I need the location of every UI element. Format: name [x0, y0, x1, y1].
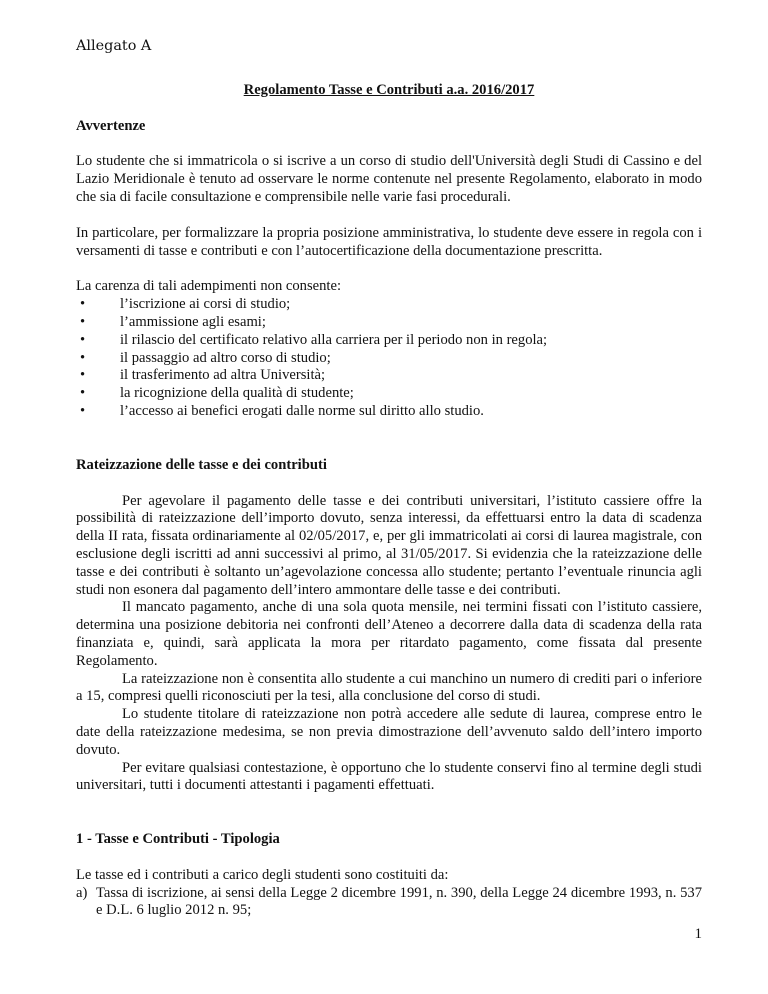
list-marker: a) — [76, 884, 88, 901]
list-item: • il passaggio ad altro corso di studio; — [80, 349, 331, 366]
tipologia-intro: Le tasse ed i contributi a carico degli studenti sono costituiti da: — [76, 866, 449, 883]
rateizzazione-paragraph-1: Per agevolare il pagamento delle tasse e dei contributi universitari, l’istituto cassiere offre la possibilità di rateizzazione dell’importo dovuto, senza interessi, da effettuarsi entro la data di scadenza della II rata, fissata ordinariamente al 02/05/2017, e, per gli immatricolati ai corsi di laurea magistrale, con esclusione degli iscritti ad anni successivi al primo, al 31/05/2017. Si evidenzia che la rateizzazione delle tasse e dei contributi è soltanto un’agevolazione concessa allo studente; pertanto l’eventuale rinuncia agli studi non esonera dal pagamento dell’intero ammontare delle tasse e dei contributi. — [76, 492, 702, 598]
rateizzazione-paragraph-4: Lo studente titolare di rateizzazione non potrà accedere alle sedute di laurea, comprese entro le date della rateizzazione medesima, se non previa dimostrazione dell’avvenuto saldo dell’intero importo dovuto. — [76, 706, 702, 758]
rateizzazione-heading: Rateizzazione delle tasse e dei contributi — [76, 456, 327, 473]
list-item: • l’ammissione agli esami; — [80, 313, 266, 330]
list-item: • il rilascio del certificato relativo alla carriera per il periodo non in regola; — [80, 331, 548, 348]
bullet-icon: • — [80, 402, 86, 419]
list-item: a) Tassa di iscrizione, ai sensi della Legge 2 dicembre 1991, n. 390, della Legge 24 dicembre 1993, n. 537 e D.L. 6 luglio 2012 n. 95; — [76, 884, 702, 919]
document-title: Regolamento Tasse e Contributi a.a. 2016/2017 — [243, 81, 535, 98]
avvertenze-paragraph-1: Lo studente che si immatricola o si iscrive a un corso di studio dell'Università degli Studi di Cassino e del Lazio Meridionale è tenuto ad osservare le norme contenute nel presente Regolamento, elaborato in modo che sia di facile consultazione e comprensibile nelle varie fasi procedurali. — [76, 153, 702, 205]
bullet-icon: • — [80, 367, 86, 384]
list-item: • il trasferimento ad altra Università; — [80, 367, 326, 384]
bullet-icon: • — [80, 296, 86, 313]
bullet-icon: • — [80, 385, 86, 402]
bullet-icon: • — [80, 349, 86, 366]
page-number: 1 — [694, 926, 702, 942]
header-label: Allegato A — [76, 38, 152, 54]
list-item: • l’iscrizione ai corsi di studio; — [80, 296, 291, 313]
tipologia-heading: 1 - Tasse e Contributi - Tipologia — [76, 831, 280, 848]
avvertenze-paragraph-2: In particolare, per formalizzare la propria posizione amministrativa, lo studente deve essere in regola con i versamenti di tasse e contributi e con l’autocertificazione della documentazione prescritta. — [76, 224, 702, 259]
bullet-icon: • — [80, 313, 86, 330]
requirements-list — [76, 296, 702, 421]
rateizzazione-paragraph-2: Il mancato pagamento, anche di una sola quota mensile, nei termini fissati con l’istituto cassiere, determina una posizione debitoria nei confronti dell’Ateneo a decorrere dalla data di scadenza della rata finanziata e, quindi, sarà applicata la mora per ritardato pagamento, come fissata dal presente Regolamento. — [76, 599, 702, 669]
list-item: • l’accesso ai benefici erogati dalle norme sul diritto allo studio. — [80, 402, 484, 419]
avvertenze-heading: Avvertenze — [76, 117, 146, 134]
rateizzazione-paragraph-5: Per evitare qualsiasi contestazione, è opportuno che lo studente conservi fino al termine degli studi universitari, tutti i documenti attestanti i pagamenti effettuati. — [76, 759, 702, 794]
tipologia-list — [76, 885, 702, 921]
bullet-icon: • — [80, 331, 86, 348]
list-item: • la ricognizione della qualità di studente; — [80, 385, 354, 402]
rateizzazione-paragraph-3: La rateizzazione non è consentita allo studente a cui manchino un numero di crediti pari o inferiore a 15, compresi quelli riconosciuti per la tesi, alla conclusione del corso di studi. — [76, 670, 702, 705]
list-intro: La carenza di tali adempimenti non consente: — [76, 278, 342, 295]
